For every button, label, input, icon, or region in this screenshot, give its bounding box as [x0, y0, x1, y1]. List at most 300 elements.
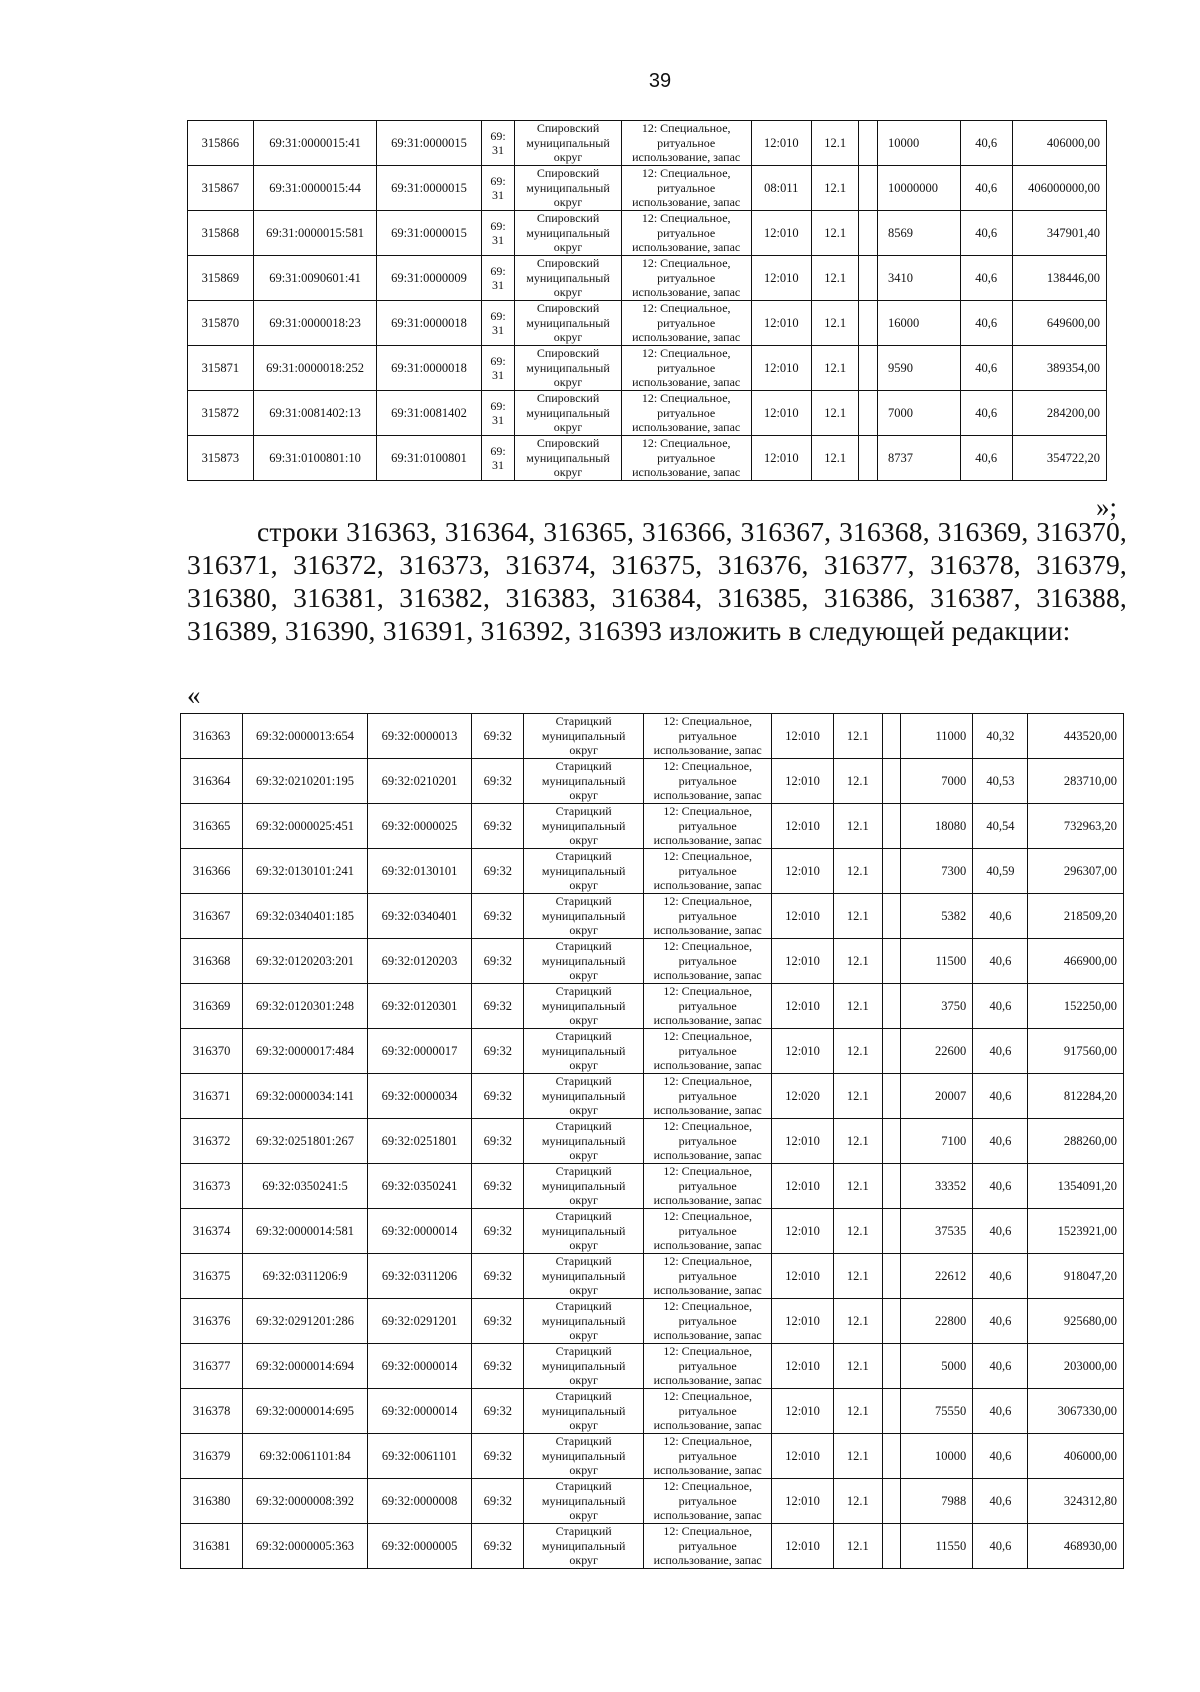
table-cell: 12.1: [812, 391, 859, 436]
table-cell: 284200,00: [1012, 391, 1106, 436]
table-row: [181, 1344, 1124, 1389]
table-cell: 12: Специальное, ритуальное использование, запас: [643, 1254, 772, 1299]
table-row: [188, 346, 1107, 391]
table-cell: 69: 31: [481, 391, 514, 436]
table-cell: Старицкий муниципальный округ: [524, 1029, 644, 1074]
table-cell: 69:31:0000015:581: [253, 211, 376, 256]
table-cell: 12.1: [833, 804, 882, 849]
table-cell: 316379: [181, 1434, 243, 1479]
table-cell: 69:31:0090601:41: [253, 256, 376, 301]
table-cell: 12.1: [833, 714, 882, 759]
table-cell: 316377: [181, 1344, 243, 1389]
table-cell: 468930,00: [1028, 1524, 1124, 1569]
table-cell: 11550: [900, 1524, 972, 1569]
table-cell: 10000000: [877, 166, 960, 211]
table-cell: 69:32: [472, 984, 524, 1029]
table-cell: 69:32:0130101: [367, 849, 471, 894]
table-cell: 69: 31: [481, 301, 514, 346]
table-cell: 12.1: [833, 1209, 882, 1254]
table-cell: 40,59: [973, 849, 1028, 894]
table-cell: 69:32: [472, 759, 524, 804]
table-cell: 315872: [188, 391, 254, 436]
table-cell: 12: Специальное, ритуальное использование, запас: [643, 1479, 772, 1524]
table-cell: 40,6: [973, 1119, 1028, 1164]
table-cell: 69:32:0000014: [367, 1344, 471, 1389]
table-cell: 75550: [900, 1389, 972, 1434]
table-row: [181, 1119, 1124, 1164]
table-cell: 443520,00: [1028, 714, 1124, 759]
table-cell: 316374: [181, 1209, 243, 1254]
table-row: [181, 714, 1124, 759]
table-row: [181, 849, 1124, 894]
table-cell: 316373: [181, 1164, 243, 1209]
table-cell: Старицкий муниципальный округ: [524, 984, 644, 1029]
table-cell: [882, 714, 900, 759]
table-cell: 316369: [181, 984, 243, 1029]
table-cell: 69:32:0210201:195: [243, 759, 368, 804]
table-cell: 69:32:0251801:267: [243, 1119, 368, 1164]
table-cell: [859, 166, 878, 211]
table-cell: 69: 31: [481, 436, 514, 481]
table-cell: 16000: [877, 301, 960, 346]
table-cell: Старицкий муниципальный округ: [524, 1299, 644, 1344]
table-cell: 12.1: [833, 1119, 882, 1164]
table-cell: 69:32:0210201: [367, 759, 471, 804]
table-row: [181, 759, 1124, 804]
table-cell: 12:010: [751, 436, 812, 481]
table-cell: Старицкий муниципальный округ: [524, 1119, 644, 1164]
table-cell: 69:32:0000014:581: [243, 1209, 368, 1254]
table-cell: 3750: [900, 984, 972, 1029]
table-cell: 40,6: [973, 939, 1028, 984]
table-cell: 12.1: [833, 849, 882, 894]
table-cell: 925680,00: [1028, 1299, 1124, 1344]
table-cell: 69:32:0000014:694: [243, 1344, 368, 1389]
table-cell: 69:32: [472, 1434, 524, 1479]
table-cell: 40,6: [960, 211, 1012, 256]
table-cell: 69:31:0000018:23: [253, 301, 376, 346]
table-cell: 69:32:0000008: [367, 1479, 471, 1524]
table-cell: 22800: [900, 1299, 972, 1344]
table-row: [188, 256, 1107, 301]
table-cell: 12:010: [772, 1119, 833, 1164]
table-cell: 1523921,00: [1028, 1209, 1124, 1254]
table-cell: 315866: [188, 121, 254, 166]
table-cell: 316368: [181, 939, 243, 984]
table-row: [181, 1074, 1124, 1119]
table-cell: Старицкий муниципальный округ: [524, 1254, 644, 1299]
table-cell: 40,6: [973, 1029, 1028, 1074]
table-cell: 69:32: [472, 804, 524, 849]
table-cell: 12.1: [812, 256, 859, 301]
table-cell: 12: Специальное, ритуальное использование, запас: [643, 1344, 772, 1389]
table-cell: 69:31:0000015: [377, 121, 482, 166]
table-cell: [882, 849, 900, 894]
table-cell: [882, 1029, 900, 1074]
table-cell: 69:32: [472, 1254, 524, 1299]
table-cell: [882, 804, 900, 849]
table-cell: 69: 31: [481, 346, 514, 391]
table-cell: 12: Специальное, ритуальное использование, запас: [643, 1434, 772, 1479]
table-cell: 69:31:0100801: [377, 436, 482, 481]
table-cell: 69:32:0291201:286: [243, 1299, 368, 1344]
table-cell: 40,6: [973, 1209, 1028, 1254]
table-cell: 40,6: [973, 1524, 1028, 1569]
table-cell: 12:010: [772, 1209, 833, 1254]
table-cell: 69:32: [472, 1209, 524, 1254]
table-cell: 40,6: [960, 436, 1012, 481]
table-cell: 466900,00: [1028, 939, 1124, 984]
table-row: [181, 1524, 1124, 1569]
table-cell: 20007: [900, 1074, 972, 1119]
table-cell: [882, 1254, 900, 1299]
table-cell: 12: Специальное, ритуальное использование, запас: [643, 714, 772, 759]
table-cell: 69:32:0000025: [367, 804, 471, 849]
table-cell: Старицкий муниципальный округ: [524, 1164, 644, 1209]
table-cell: 406000000,00: [1012, 166, 1106, 211]
table-cell: 316372: [181, 1119, 243, 1164]
table-cell: 40,32: [973, 714, 1028, 759]
table-cell: 12.1: [833, 1164, 882, 1209]
table-cell: [882, 1434, 900, 1479]
table-cell: 7100: [900, 1119, 972, 1164]
table-cell: Спировский муниципальный округ: [515, 121, 622, 166]
table-cell: 12: Специальное, ритуальное использование, запас: [643, 1164, 772, 1209]
table-cell: 69:32: [472, 1299, 524, 1344]
table-cell: 69:32: [472, 1479, 524, 1524]
amendment-text: строки 316363, 316364, 316365, 316366, 316367, 316368, 316369, 316370, 316371, 316372, 316373, 316374, 316375, 316376, 316377, 316378, 316379, 316380, 316381, 316382, 316383, 316384, 316385, 316386, 316387, 316388, 316389, 316390, 316391, 316392, 316393 изложить в следующей редакции:: [187, 516, 1127, 646]
table-cell: 69:32: [472, 939, 524, 984]
table-row: [188, 121, 1107, 166]
table-cell: 40,6: [973, 1479, 1028, 1524]
table-cell: 69:32:0120301:248: [243, 984, 368, 1029]
table-row: [181, 1029, 1124, 1074]
table-cell: 12: Специальное, ритуальное использование, запас: [643, 1209, 772, 1254]
table-cell: 69:31:0081402: [377, 391, 482, 436]
table-cell: 69:32:0000005: [367, 1524, 471, 1569]
table-cell: 12:010: [772, 849, 833, 894]
table-cell: [882, 1299, 900, 1344]
table-cell: 11000: [900, 714, 972, 759]
table-cell: 69:32:0061101: [367, 1434, 471, 1479]
table-cell: 40,6: [973, 1299, 1028, 1344]
table-cell: 12: Специальное, ритуальное использование, запас: [643, 804, 772, 849]
table-cell: Старицкий муниципальный округ: [524, 1524, 644, 1569]
table-cell: 12.1: [833, 1479, 882, 1524]
table-cell: 10000: [900, 1434, 972, 1479]
table-cell: 69: 31: [481, 121, 514, 166]
table-cell: [859, 256, 878, 301]
table-cell: 40,6: [973, 984, 1028, 1029]
table-cell: 69:32:0311206:9: [243, 1254, 368, 1299]
table-cell: 7988: [900, 1479, 972, 1524]
table-cell: 316364: [181, 759, 243, 804]
table-cell: 40,6: [973, 1164, 1028, 1209]
table-cell: 7000: [877, 391, 960, 436]
table-cell: Старицкий муниципальный округ: [524, 1434, 644, 1479]
table-cell: [882, 939, 900, 984]
table-cell: 69:32:0120203:201: [243, 939, 368, 984]
table-cell: [859, 436, 878, 481]
table-cell: 69:32:0000005:363: [243, 1524, 368, 1569]
table-cell: Старицкий муниципальный округ: [524, 714, 644, 759]
table-cell: 315873: [188, 436, 254, 481]
table-cell: 69:32: [472, 1029, 524, 1074]
table-row: [181, 1434, 1124, 1479]
table-cell: 316381: [181, 1524, 243, 1569]
table-cell: 12: Специальное, ритуальное использование, запас: [621, 256, 751, 301]
table-cell: 316380: [181, 1479, 243, 1524]
table-cell: 12: Специальное, ритуальное использование, запас: [643, 984, 772, 1029]
table-cell: 12.1: [833, 1074, 882, 1119]
table-cell: 12:010: [772, 939, 833, 984]
table-cell: Спировский муниципальный округ: [515, 256, 622, 301]
table-cell: Спировский муниципальный округ: [515, 391, 622, 436]
table-cell: 11500: [900, 939, 972, 984]
table-row: [188, 436, 1107, 481]
table-cell: 69:32: [472, 1344, 524, 1389]
table-cell: 12:010: [772, 804, 833, 849]
table-cell: 12.1: [833, 1344, 882, 1389]
table-cell: 12.1: [833, 984, 882, 1029]
table-cell: Старицкий муниципальный округ: [524, 1344, 644, 1389]
table-cell: 138446,00: [1012, 256, 1106, 301]
table-cell: Старицкий муниципальный округ: [524, 804, 644, 849]
table-row: [181, 939, 1124, 984]
table-cell: 12.1: [833, 1389, 882, 1434]
table-cell: 69:31:0000018: [377, 346, 482, 391]
table-cell: 12: Специальное, ритуальное использование, запас: [643, 1299, 772, 1344]
table-cell: 316367: [181, 894, 243, 939]
table-cell: 69:32: [472, 1074, 524, 1119]
table-cell: 315869: [188, 256, 254, 301]
table-cell: 40,6: [973, 894, 1028, 939]
table-cell: Старицкий муниципальный округ: [524, 1479, 644, 1524]
table-cell: Старицкий муниципальный округ: [524, 1209, 644, 1254]
table-cell: 69:32: [472, 849, 524, 894]
table-cell: 69:32:0000013:654: [243, 714, 368, 759]
table-cell: 316378: [181, 1389, 243, 1434]
table-cell: Старицкий муниципальный округ: [524, 849, 644, 894]
table-cell: 406000,00: [1028, 1434, 1124, 1479]
table-cell: 12.1: [833, 939, 882, 984]
table-cell: 69:32:0000014: [367, 1389, 471, 1434]
table-cell: 649600,00: [1012, 301, 1106, 346]
table-cell: 12:010: [751, 301, 812, 346]
table-cell: 12.1: [833, 1299, 882, 1344]
table-cell: 12:010: [772, 1029, 833, 1074]
table-cell: 12.1: [833, 894, 882, 939]
table-cell: 69:32:0350241:5: [243, 1164, 368, 1209]
table-cell: 316371: [181, 1074, 243, 1119]
table-cell: Спировский муниципальный округ: [515, 166, 622, 211]
table-cell: 12:010: [751, 211, 812, 256]
table-cell: 69:32: [472, 1389, 524, 1434]
table-cell: 12.1: [812, 121, 859, 166]
table-cell: 69:32:0311206: [367, 1254, 471, 1299]
table-cell: Старицкий муниципальный округ: [524, 1074, 644, 1119]
table-cell: 69:31:0000018:252: [253, 346, 376, 391]
table-cell: 33352: [900, 1164, 972, 1209]
table-cell: [882, 894, 900, 939]
table-cell: 40,6: [973, 1344, 1028, 1389]
amendment-paragraph: [187, 515, 1127, 647]
table-cell: 8737: [877, 436, 960, 481]
table-cell: Старицкий муниципальный округ: [524, 894, 644, 939]
table-cell: [882, 1344, 900, 1389]
table-cell: 69:32:0000017:484: [243, 1029, 368, 1074]
table-cell: 917560,00: [1028, 1029, 1124, 1074]
table-cell: Старицкий муниципальный округ: [524, 1389, 644, 1434]
table-cell: 69:32:0000014:695: [243, 1389, 368, 1434]
table-cell: 12:010: [772, 1254, 833, 1299]
table-cell: 69:32:0251801: [367, 1119, 471, 1164]
table-cell: 12.1: [833, 1524, 882, 1569]
table-cell: 7000: [900, 759, 972, 804]
page-number: 39: [648, 70, 672, 92]
table-cell: 40,6: [960, 121, 1012, 166]
table-cell: 12.1: [812, 436, 859, 481]
table-cell: 69:32: [472, 894, 524, 939]
table-cell: 315870: [188, 301, 254, 346]
table-cell: Старицкий муниципальный округ: [524, 939, 644, 984]
table-cell: 37535: [900, 1209, 972, 1254]
table-cell: 69:32:0000034:141: [243, 1074, 368, 1119]
table-cell: 12:010: [772, 1389, 833, 1434]
table-cell: 69:32: [472, 1524, 524, 1569]
table-cell: 12:010: [772, 1524, 833, 1569]
table-cell: 12: Специальное, ритуальное использование, запас: [643, 939, 772, 984]
table-cell: 12:010: [751, 256, 812, 301]
table-cell: 08:011: [751, 166, 812, 211]
table-cell: 12: Специальное, ритуальное использование, запас: [621, 121, 751, 166]
table-cell: 389354,00: [1012, 346, 1106, 391]
table-cell: 40,6: [973, 1389, 1028, 1434]
table-cell: [882, 1389, 900, 1434]
table-row: [181, 984, 1124, 1029]
table-cell: 69:31:0100801:10: [253, 436, 376, 481]
table-cell: 69:32:0061101:84: [243, 1434, 368, 1479]
cadastral-table-bottom: [180, 713, 1124, 1569]
table-cell: 812284,20: [1028, 1074, 1124, 1119]
table-cell: 1354091,20: [1028, 1164, 1124, 1209]
table-cell: 22612: [900, 1254, 972, 1299]
table-row: [181, 1479, 1124, 1524]
table-cell: 315867: [188, 166, 254, 211]
table-cell: 12: Специальное, ритуальное использование, запас: [643, 849, 772, 894]
table-cell: 5382: [900, 894, 972, 939]
closing-quote: »;: [1096, 492, 1118, 522]
table-cell: 3410: [877, 256, 960, 301]
table-cell: 12: Специальное, ритуальное использование, запас: [643, 1074, 772, 1119]
opening-quote: «: [187, 680, 201, 710]
table-cell: [882, 759, 900, 804]
table-cell: 3067330,00: [1028, 1389, 1124, 1434]
table-cell: 40,54: [973, 804, 1028, 849]
table-cell: 12.1: [812, 301, 859, 346]
table-row: [181, 1164, 1124, 1209]
table-cell: [882, 1164, 900, 1209]
table-cell: 12: Специальное, ритуальное использование, запас: [621, 346, 751, 391]
table-cell: 40,53: [973, 759, 1028, 804]
table-cell: 288260,00: [1028, 1119, 1124, 1164]
table-row: [181, 804, 1124, 849]
table-cell: 12:010: [772, 1299, 833, 1344]
table-cell: 8569: [877, 211, 960, 256]
table-cell: 12.1: [812, 211, 859, 256]
table-cell: 12: Специальное, ритуальное использование, запас: [643, 759, 772, 804]
table-cell: 12.1: [812, 166, 859, 211]
table-cell: 12:020: [772, 1074, 833, 1119]
table-cell: 40,6: [973, 1074, 1028, 1119]
table-row: [181, 1389, 1124, 1434]
table-cell: 315868: [188, 211, 254, 256]
table-cell: [859, 301, 878, 346]
table-cell: 12: Специальное, ритуальное использование, запас: [643, 1389, 772, 1434]
table-cell: 296307,00: [1028, 849, 1124, 894]
table-cell: 69:32: [472, 1164, 524, 1209]
table-cell: 69: 31: [481, 166, 514, 211]
table-cell: 283710,00: [1028, 759, 1124, 804]
table-cell: 203000,00: [1028, 1344, 1124, 1389]
table-cell: 347901,40: [1012, 211, 1106, 256]
table-cell: 316375: [181, 1254, 243, 1299]
table-cell: 12: Специальное, ритуальное использование, запас: [643, 894, 772, 939]
table-cell: 12: Специальное, ритуальное использование, запас: [621, 436, 751, 481]
table-cell: 12.1: [833, 1434, 882, 1479]
table-cell: 316363: [181, 714, 243, 759]
table-cell: 69:31:0000015: [377, 166, 482, 211]
table-cell: 69:32:0000025:451: [243, 804, 368, 849]
table-cell: 218509,20: [1028, 894, 1124, 939]
table-row: [188, 391, 1107, 436]
table-cell: [859, 346, 878, 391]
table-cell: 10000: [877, 121, 960, 166]
table-cell: 69:32:0120203: [367, 939, 471, 984]
table-cell: 12:010: [772, 759, 833, 804]
table-cell: [882, 1209, 900, 1254]
table-cell: 69:31:0000015: [377, 211, 482, 256]
table-cell: 69: 31: [481, 211, 514, 256]
table-cell: [859, 211, 878, 256]
table-cell: 69:31:0000015:44: [253, 166, 376, 211]
table-cell: 12.1: [833, 1029, 882, 1074]
table-cell: 12.1: [833, 759, 882, 804]
table-cell: 69:32:0000013: [367, 714, 471, 759]
table-cell: 12:010: [772, 1434, 833, 1479]
table-cell: 18080: [900, 804, 972, 849]
table-cell: Старицкий муниципальный округ: [524, 759, 644, 804]
table-cell: 69:32:0350241: [367, 1164, 471, 1209]
table-cell: 40,6: [960, 391, 1012, 436]
table-cell: 12: Специальное, ритуальное использование, запас: [621, 166, 751, 211]
table-cell: 12:010: [751, 346, 812, 391]
table-cell: 316366: [181, 849, 243, 894]
table-cell: 69:32:0000017: [367, 1029, 471, 1074]
table-cell: [882, 1074, 900, 1119]
table-cell: 12: Специальное, ритуальное использование, запас: [621, 211, 751, 256]
table-cell: 69:32:0000008:392: [243, 1479, 368, 1524]
table-cell: Спировский муниципальный округ: [515, 436, 622, 481]
table-cell: 69:32:0000034: [367, 1074, 471, 1119]
table-cell: 69:31:0000015:41: [253, 121, 376, 166]
table-cell: [882, 1479, 900, 1524]
table-cell: 316370: [181, 1029, 243, 1074]
table-row: [181, 1299, 1124, 1344]
table-cell: 69:32: [472, 714, 524, 759]
table-cell: 316365: [181, 804, 243, 849]
table-cell: 12:010: [772, 1344, 833, 1389]
